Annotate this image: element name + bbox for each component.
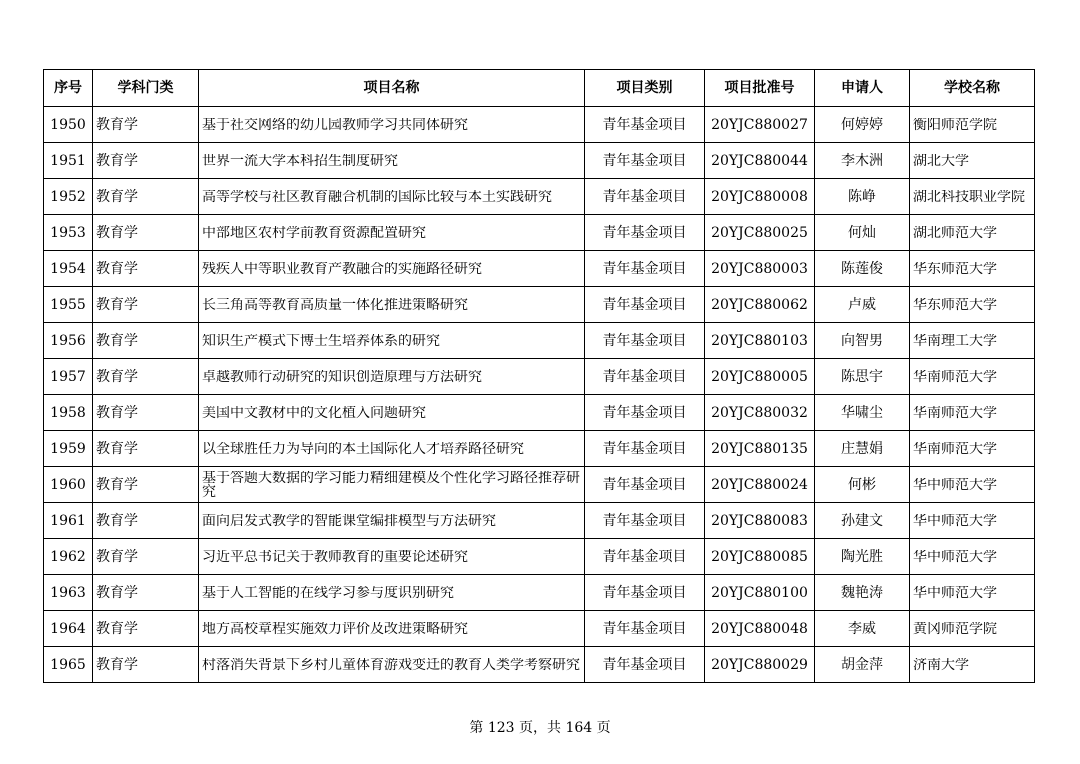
- cell-approval-number: [705, 647, 815, 683]
- cell-subject: [93, 107, 199, 143]
- cell-approval-number: [705, 575, 815, 611]
- cell-subject-text: 教育学: [96, 260, 138, 277]
- cell-subject-text: 教育学: [96, 152, 138, 169]
- cell-approval-number: [705, 395, 815, 431]
- cell-project-type: [585, 467, 705, 503]
- cell-approval-number: [705, 251, 815, 287]
- cell-project-type-text: 青年基金项目: [602, 224, 687, 241]
- cell-subject: [93, 251, 199, 287]
- cell-school: [910, 647, 1035, 683]
- cell-seq-text: 1959: [50, 440, 86, 457]
- cell-seq-text: 1964: [50, 620, 86, 637]
- cell-approval-number: [705, 503, 815, 539]
- cell-seq: [44, 359, 93, 395]
- cell-project-type: [585, 107, 705, 143]
- cell-project-name-text: 村落消失背景下乡村儿童体育游戏变迁的教育人类学考察研究: [202, 657, 580, 672]
- cell-approval-number: [705, 539, 815, 575]
- cell-applicant-text: 陈思宇: [841, 368, 883, 385]
- cell-approval-number: [705, 215, 815, 251]
- cell-subject-text: 教育学: [96, 440, 138, 457]
- cell-applicant-text: 李木洲: [841, 152, 883, 169]
- cell-project-type: [585, 539, 705, 575]
- cell-applicant: [815, 539, 910, 575]
- cell-approval-number-text: 20YJC880027: [711, 116, 808, 133]
- cell-subject: [93, 467, 199, 503]
- cell-subject-text: 教育学: [96, 656, 138, 673]
- table-row: [44, 215, 1035, 251]
- cell-project-type-text: 青年基金项目: [602, 116, 687, 133]
- cell-approval-number-text: 20YJC880048: [711, 620, 808, 637]
- cell-subject-text: 教育学: [96, 332, 138, 349]
- cell-applicant-text: 陈莲俊: [841, 260, 883, 277]
- cell-applicant: [815, 323, 910, 359]
- cell-approval-number-text: 20YJC880005: [711, 368, 808, 385]
- cell-school-text: 华东师范大学: [913, 261, 997, 276]
- cell-project-type-text: 青年基金项目: [602, 152, 687, 169]
- cell-school: [910, 467, 1035, 503]
- cell-school: [910, 431, 1035, 467]
- cell-school: [910, 179, 1035, 215]
- cell-project-type-text: 青年基金项目: [602, 476, 687, 493]
- cell-approval-number: [705, 359, 815, 395]
- cell-subject-text: 教育学: [96, 296, 138, 313]
- cell-seq-text: 1955: [50, 296, 86, 313]
- cell-project-type-text: 青年基金项目: [602, 656, 687, 673]
- cell-school-text: 衡阳师范学院: [913, 117, 997, 132]
- project-table: [43, 69, 1035, 683]
- cell-subject-text: 教育学: [96, 404, 138, 421]
- cell-applicant-text: 李威: [848, 620, 876, 637]
- cell-project-type: [585, 179, 705, 215]
- cell-subject-text: 教育学: [96, 620, 138, 637]
- cell-subject-text: 教育学: [96, 548, 138, 565]
- cell-project-name: [199, 215, 585, 251]
- cell-approval-number-text: 20YJC880135: [711, 440, 808, 457]
- cell-project-name-text: 面向启发式教学的智能课堂编排模型与方法研究: [202, 513, 496, 528]
- cell-applicant: [815, 143, 910, 179]
- cell-applicant: [815, 395, 910, 431]
- table-row: [44, 503, 1035, 539]
- cell-seq: [44, 503, 93, 539]
- cell-school: [910, 215, 1035, 251]
- cell-approval-number-text: 20YJC880085: [711, 548, 808, 565]
- cell-project-name-text: 基于社交网络的幼儿园教师学习共同体研究: [202, 117, 468, 132]
- cell-approval-number-text: 20YJC880044: [711, 152, 808, 169]
- cell-project-name-text: 残疾人中等职业教育产教融合的实施路径研究: [202, 261, 482, 276]
- cell-approval-number-text: 20YJC880024: [711, 476, 808, 493]
- table-row: [44, 287, 1035, 323]
- cell-applicant-text: 何灿: [848, 224, 876, 241]
- table-row: [44, 395, 1035, 431]
- cell-seq: [44, 647, 93, 683]
- cell-project-name-text: 卓越教师行动研究的知识创造原理与方法研究: [202, 369, 482, 384]
- cell-project-type: [585, 575, 705, 611]
- cell-project-name: [199, 323, 585, 359]
- cell-school-text: 华南师范大学: [913, 369, 997, 384]
- cell-project-type-text: 青年基金项目: [602, 188, 687, 205]
- cell-applicant: [815, 359, 910, 395]
- cell-school-text: 华中师范大学: [913, 513, 997, 528]
- cell-project-name-text: 美国中文教材中的文化植入问题研究: [202, 405, 426, 420]
- cell-seq-text: 1960: [50, 476, 86, 493]
- cell-project-type: [585, 503, 705, 539]
- table-row: [44, 359, 1035, 395]
- cell-seq-text: 1952: [50, 188, 86, 205]
- cell-project-name: [199, 287, 585, 323]
- cell-approval-number-text: 20YJC880083: [711, 512, 808, 529]
- cell-subject: [93, 611, 199, 647]
- cell-seq: [44, 323, 93, 359]
- cell-seq-text: 1958: [50, 404, 86, 421]
- cell-applicant: [815, 647, 910, 683]
- cell-applicant-text: 庄慧娟: [841, 440, 883, 457]
- cell-school: [910, 251, 1035, 287]
- cell-subject: [93, 323, 199, 359]
- cell-seq: [44, 287, 93, 323]
- table-row: [44, 611, 1035, 647]
- table-row: [44, 179, 1035, 215]
- cell-project-name: [199, 539, 585, 575]
- cell-approval-number-text: 20YJC880103: [711, 332, 808, 349]
- table-row: [44, 323, 1035, 359]
- cell-applicant: [815, 179, 910, 215]
- cell-subject-text: 教育学: [96, 512, 138, 529]
- header-seq: 序号: [44, 70, 93, 107]
- header-applicant: 申请人: [815, 70, 910, 107]
- cell-seq: [44, 575, 93, 611]
- table-row: [44, 143, 1035, 179]
- cell-school: [910, 611, 1035, 647]
- cell-seq-text: 1957: [50, 368, 86, 385]
- page-footer: 第 123 页，共 164 页: [469, 720, 611, 736]
- header-school: 学校名称: [910, 70, 1035, 107]
- header-subject: 学科门类: [93, 70, 199, 107]
- cell-subject: [93, 179, 199, 215]
- cell-subject: [93, 539, 199, 575]
- cell-school-text: 湖北师范大学: [913, 225, 997, 240]
- cell-project-type-text: 青年基金项目: [602, 512, 687, 529]
- cell-applicant-text: 卢威: [848, 296, 876, 313]
- cell-project-name-text: 长三角高等教育高质量一体化推进策略研究: [202, 297, 468, 312]
- cell-school-text: 湖北大学: [913, 153, 969, 168]
- cell-applicant: [815, 215, 910, 251]
- cell-applicant-text: 何婷婷: [841, 116, 883, 133]
- cell-subject-text: 教育学: [96, 584, 138, 601]
- table-row: [44, 431, 1035, 467]
- cell-school: [910, 395, 1035, 431]
- table-row: [44, 467, 1035, 503]
- cell-applicant: [815, 611, 910, 647]
- cell-subject: [93, 215, 199, 251]
- cell-project-name: [199, 431, 585, 467]
- cell-project-name: [199, 107, 585, 143]
- cell-project-name: [199, 503, 585, 539]
- cell-subject-text: 教育学: [96, 188, 138, 205]
- cell-school: [910, 539, 1035, 575]
- cell-applicant: [815, 431, 910, 467]
- cell-seq-text: 1962: [50, 548, 86, 565]
- cell-project-type-text: 青年基金项目: [602, 584, 687, 601]
- cell-seq-text: 1965: [50, 656, 86, 673]
- cell-approval-number: [705, 179, 815, 215]
- cell-approval-number-text: 20YJC880025: [711, 224, 808, 241]
- cell-project-name: [199, 251, 585, 287]
- cell-subject: [93, 395, 199, 431]
- cell-subject-text: 教育学: [96, 116, 138, 133]
- cell-school: [910, 575, 1035, 611]
- cell-applicant: [815, 575, 910, 611]
- cell-project-type-text: 青年基金项目: [602, 404, 687, 421]
- cell-applicant-text: 何彬: [848, 476, 876, 493]
- table-row: [44, 575, 1035, 611]
- cell-project-name: [199, 395, 585, 431]
- cell-subject: [93, 143, 199, 179]
- cell-approval-number: [705, 467, 815, 503]
- cell-seq: [44, 107, 93, 143]
- cell-project-type-text: 青年基金项目: [602, 332, 687, 349]
- cell-subject: [93, 647, 199, 683]
- cell-school-text: 华南理工大学: [913, 333, 997, 348]
- cell-applicant: [815, 107, 910, 143]
- cell-project-name-text: 知识生产模式下博士生培养体系的研究: [202, 333, 440, 348]
- cell-project-name-text: 基于答题大数据的学习能力精细建模及个性化学习路径推荐研究: [202, 470, 580, 499]
- cell-project-name: [199, 179, 585, 215]
- cell-seq-text: 1963: [50, 584, 86, 601]
- cell-school: [910, 503, 1035, 539]
- cell-project-name-text: 习近平总书记关于教师教育的重要论述研究: [202, 549, 468, 564]
- cell-approval-number-text: 20YJC880032: [711, 404, 808, 421]
- cell-seq: [44, 251, 93, 287]
- cell-project-type-text: 青年基金项目: [602, 440, 687, 457]
- table-row: [44, 539, 1035, 575]
- cell-subject: [93, 359, 199, 395]
- cell-seq: [44, 179, 93, 215]
- cell-subject: [93, 575, 199, 611]
- cell-applicant-text: 胡金萍: [841, 656, 883, 673]
- cell-approval-number: [705, 287, 815, 323]
- cell-project-type-text: 青年基金项目: [602, 296, 687, 313]
- cell-project-name: [199, 359, 585, 395]
- cell-seq-text: 1956: [50, 332, 86, 349]
- cell-project-name: [199, 143, 585, 179]
- cell-school-text: 华中师范大学: [913, 477, 997, 492]
- cell-school-text: 华东师范大学: [913, 297, 997, 312]
- cell-subject: [93, 287, 199, 323]
- cell-school-text: 华南师范大学: [913, 441, 997, 456]
- header-approval-number: 项目批准号: [705, 70, 815, 107]
- table-row: [44, 647, 1035, 683]
- cell-approval-number-text: 20YJC880029: [711, 656, 808, 673]
- cell-project-name-text: 高等学校与社区教育融合机制的国际比较与本土实践研究: [202, 189, 552, 204]
- cell-seq: [44, 611, 93, 647]
- cell-applicant-text: 陶光胜: [841, 548, 883, 565]
- cell-project-type-text: 青年基金项目: [602, 620, 687, 637]
- cell-applicant-text: 华啸尘: [841, 404, 883, 421]
- cell-seq-text: 1953: [50, 224, 86, 241]
- cell-seq-text: 1950: [50, 116, 86, 133]
- table-row: [44, 251, 1035, 287]
- cell-applicant-text: 陈峥: [848, 188, 876, 205]
- cell-seq: [44, 467, 93, 503]
- cell-approval-number-text: 20YJC880062: [711, 296, 808, 313]
- cell-approval-number: [705, 107, 815, 143]
- cell-applicant: [815, 503, 910, 539]
- cell-approval-number: [705, 143, 815, 179]
- cell-project-name-text: 中部地区农村学前教育资源配置研究: [202, 225, 426, 240]
- cell-subject-text: 教育学: [96, 224, 138, 241]
- cell-approval-number-text: 20YJC880008: [711, 188, 808, 205]
- cell-applicant: [815, 251, 910, 287]
- cell-project-type: [585, 143, 705, 179]
- cell-approval-number: [705, 431, 815, 467]
- cell-approval-number-text: 20YJC880003: [711, 260, 808, 277]
- cell-project-name-text: 地方高校章程实施效力评价及改进策略研究: [202, 621, 468, 636]
- cell-project-type-text: 青年基金项目: [602, 368, 687, 385]
- cell-project-type: [585, 611, 705, 647]
- cell-project-name-text: 世界一流大学本科招生制度研究: [202, 153, 398, 168]
- cell-school: [910, 323, 1035, 359]
- table-row: [44, 107, 1035, 143]
- cell-seq-text: 1951: [50, 152, 86, 169]
- cell-seq: [44, 431, 93, 467]
- cell-applicant-text: 孙建文: [841, 512, 883, 529]
- cell-project-name: [199, 611, 585, 647]
- cell-approval-number: [705, 323, 815, 359]
- cell-subject-text: 教育学: [96, 476, 138, 493]
- cell-project-type-text: 青年基金项目: [602, 260, 687, 277]
- header-project-type: 项目类别: [585, 70, 705, 107]
- cell-project-type: [585, 395, 705, 431]
- cell-subject: [93, 431, 199, 467]
- cell-project-type: [585, 323, 705, 359]
- cell-applicant-text: 向智男: [841, 332, 883, 349]
- cell-school: [910, 143, 1035, 179]
- cell-school-text: 济南大学: [913, 657, 969, 672]
- cell-applicant: [815, 467, 910, 503]
- cell-approval-number-text: 20YJC880100: [711, 584, 808, 601]
- cell-project-type: [585, 215, 705, 251]
- cell-project-name: [199, 647, 585, 683]
- cell-school: [910, 359, 1035, 395]
- cell-school-text: 湖北科技职业学院: [913, 189, 1025, 204]
- cell-school: [910, 287, 1035, 323]
- cell-project-type: [585, 359, 705, 395]
- cell-school-text: 华中师范大学: [913, 549, 997, 564]
- cell-project-name-text: 以全球胜任力为导向的本土国际化人才培养路径研究: [202, 441, 524, 456]
- cell-applicant-text: 魏艳涛: [841, 584, 883, 601]
- cell-seq-text: 1954: [50, 260, 86, 277]
- cell-seq: [44, 539, 93, 575]
- cell-project-name: [199, 467, 585, 503]
- cell-seq-text: 1961: [50, 512, 86, 529]
- cell-project-type: [585, 431, 705, 467]
- cell-school: [910, 107, 1035, 143]
- cell-seq: [44, 143, 93, 179]
- cell-project-type-text: 青年基金项目: [602, 548, 687, 565]
- cell-school-text: 华中师范大学: [913, 585, 997, 600]
- cell-subject: [93, 503, 199, 539]
- cell-project-name-text: 基于人工智能的在线学习参与度识别研究: [202, 585, 454, 600]
- cell-school-text: 华南师范大学: [913, 405, 997, 420]
- cell-school-text: 黄冈师范学院: [913, 621, 997, 636]
- table-header-row: [44, 70, 1035, 107]
- cell-approval-number: [705, 611, 815, 647]
- cell-seq: [44, 215, 93, 251]
- cell-project-type: [585, 287, 705, 323]
- header-project-name: 项目名称: [199, 70, 585, 107]
- cell-project-type: [585, 251, 705, 287]
- cell-subject-text: 教育学: [96, 368, 138, 385]
- cell-applicant: [815, 287, 910, 323]
- cell-project-type: [585, 647, 705, 683]
- cell-seq: [44, 395, 93, 431]
- cell-project-name: [199, 575, 585, 611]
